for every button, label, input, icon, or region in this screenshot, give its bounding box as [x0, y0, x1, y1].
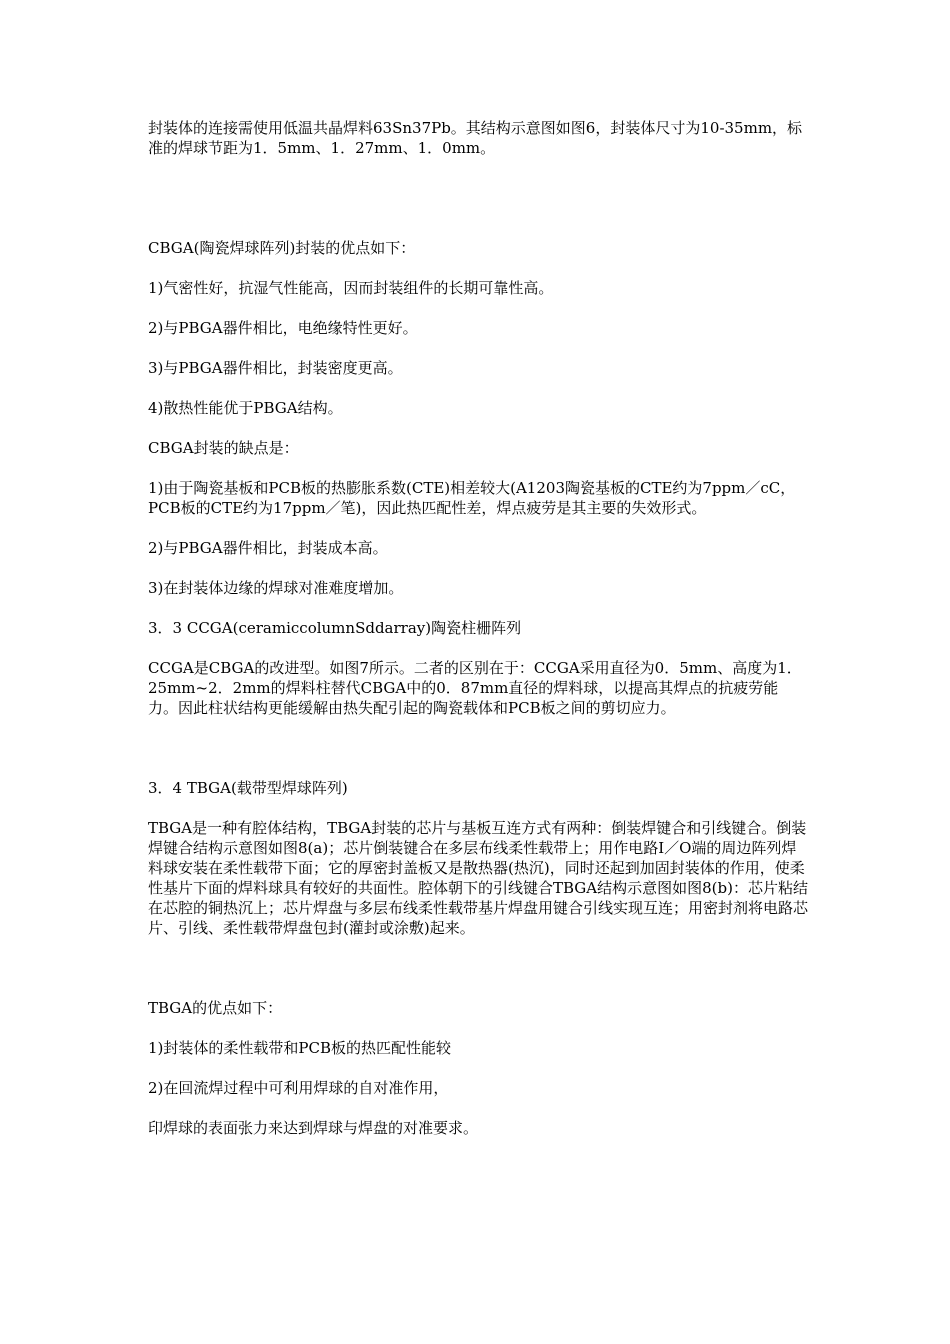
heading-cbga-advantages: CBGA(陶瓷焊球阵列)封装的优点如下：	[148, 239, 416, 257]
list-item-tbga-adv-2: 2)在回流焊过程中可利用焊球的自对准作用，	[148, 1079, 449, 1097]
list-item-tbga-adv-1: 1)封装体的柔性载带和PCB板的热匹配性能较	[148, 1039, 451, 1057]
list-item-cbga-adv-2: 2)与PBGA器件相比，电绝缘特性更好。	[148, 319, 418, 337]
list-item-cbga-adv-4: 4)散热性能优于PBGA结构。	[148, 399, 343, 417]
paragraph-ccga: CCGA是CBGA的改进型。如图7所示。二者的区别在于：CCGA采用直径为0．5mm、高度为1．25mm~2．2mm的焊料柱替代CBGA中的0．87mm直径的焊料球，以提高其焊点的抗疲劳能力。因此柱状结构更能缓解由热失配引起的陶瓷载体和PCB板之间的剪切应力。	[148, 659, 802, 717]
section-heading-tbga: 3．4 TBGA(载带型焊球阵列)	[148, 779, 348, 797]
paragraph-tbga: TBGA是一种有腔体结构，TBGA封装的芯片与基板互连方式有两种：倒装焊键合和引线键合。倒装焊键合结构示意图如图8(a)；芯片倒装键合在多层布线柔性载带上；用作电路I／O端的周边阵列焊料球安装在柔性载带下面；它的厚密封盖板又是散热器(热沉)，同时还起到加固封装体的作用，使柔性基片下面的焊料球具有较好的共面性。腔体朝下的引线键合TBGA结构示意图如图8(b)：芯片粘结在芯腔的铜热沉上；芯片焊盘与多层布线柔性载带基片焊盘用键合引线实现互连；用密封剂将电路芯片、引线、柔性载带焊盘包封(灌封或涂敷)起来。	[148, 819, 809, 937]
paragraph-intro: 封装体的连接需使用低温共晶焊料63Sn37Pb。其结构示意图如图6，封装体尺寸为10-35mm，标准的焊球节距为1．5mm、1．27mm、1．0mm。	[148, 119, 803, 157]
document-page	[148, 118, 808, 1138]
section-heading-ccga: 3．3 CCGA(ceramiccolumnSddarray)陶瓷柱栅阵列	[148, 619, 522, 637]
heading-cbga-disadvantages: CBGA封装的缺点是：	[148, 439, 299, 457]
list-item-cbga-dis-3: 3)在封装体边缘的焊球对准难度增加。	[148, 579, 404, 597]
list-item-cbga-adv-1: 1)气密性好，抗湿气性能高，因而封装组件的长期可靠性高。	[148, 279, 554, 297]
paragraph-tbga-trailing: 印焊球的表面张力来达到焊球与焊盘的对准要求。	[148, 1119, 479, 1137]
list-item-cbga-dis-2: 2)与PBGA器件相比，封装成本高。	[148, 539, 388, 557]
list-item-cbga-dis-1: 1)由于陶瓷基板和PCB板的热膨胀系数(CTE)相差较大(A1203陶瓷基板的CTE约为7ppm／cC，PCB板的CTE约为17ppm／笔)，因此热匹配性差，焊点疲劳是其主要的失效形式。	[148, 479, 796, 517]
heading-tbga-advantages: TBGA的优点如下：	[148, 999, 283, 1017]
list-item-cbga-adv-3: 3)与PBGA器件相比，封装密度更高。	[148, 359, 403, 377]
